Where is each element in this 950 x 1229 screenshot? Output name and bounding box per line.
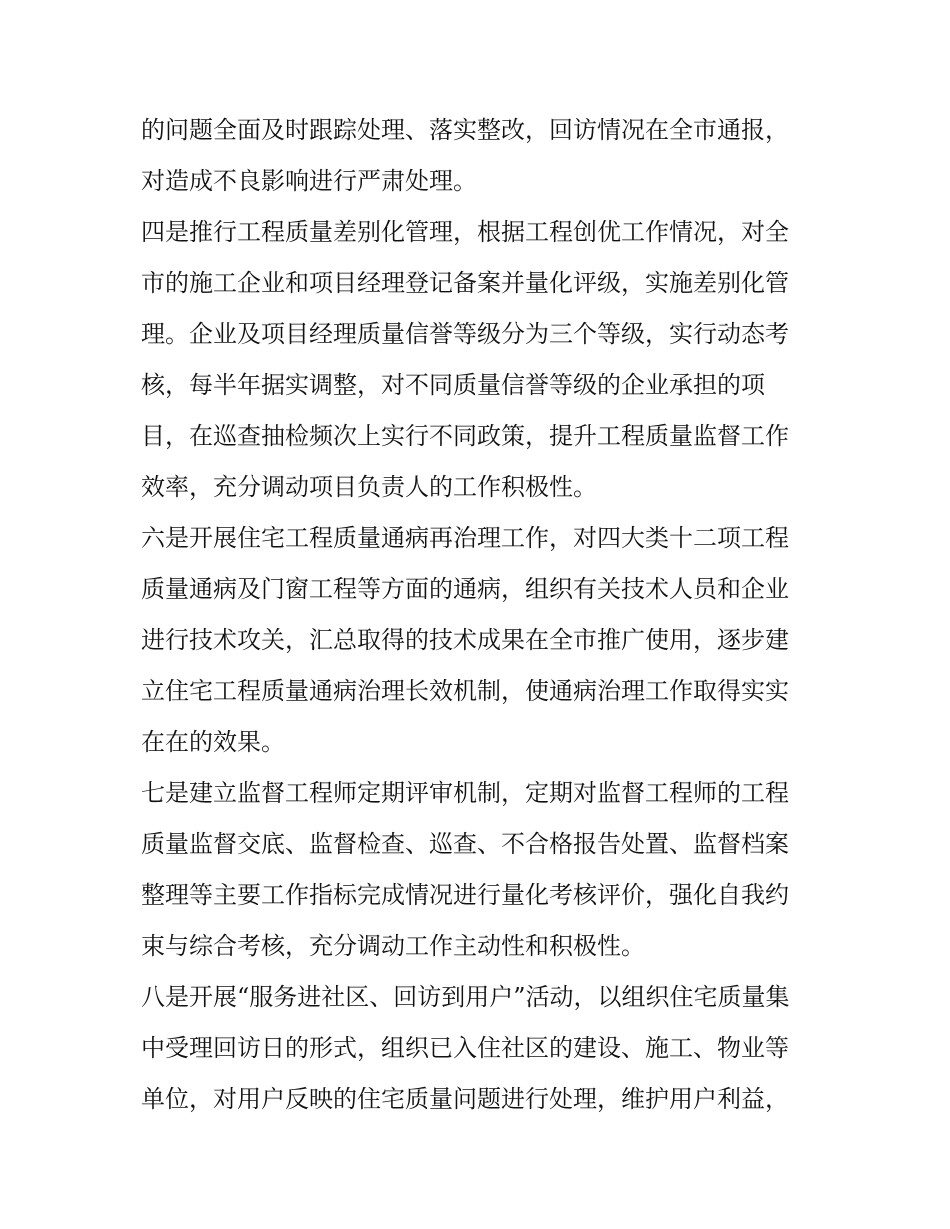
text-line: 束与综合考核，充分调动工作主动性和积极性。 [141, 932, 645, 960]
text-line: 核，每半年据实调整，对不同质量信誉等级的企业承担的项 [141, 371, 765, 399]
text-line: 立住宅工程质量通病治理长效机制，使通病治理工作取得实实 [141, 677, 789, 705]
text-line: 七是建立监督工程师定期评审机制，定期对监督工程师的工程 [141, 779, 789, 807]
body-text [141, 105, 821, 1125]
text-line: 质量监督交底、监督检查、巡查、不合格报告处置、监督档案 [141, 830, 789, 858]
text-line: 八是开展“服务进社区、回访到用户”活动，以组织住宅质量集 [141, 983, 790, 1011]
text-line: 单位，对用户反映的住宅质量问题进行处理，维护用户利益， [141, 1085, 789, 1113]
text-line: 理。企业及项目经理质量信誉等级分为三个等级，实行动态考 [141, 320, 789, 348]
text-line: 中受理回访日的形式，组织已入住社区的建设、施工、物业等 [141, 1034, 789, 1062]
text-line: 的问题全面及时跟踪处理、落实整改，回访情况在全市通报， [141, 116, 789, 144]
text-line: 质量通病及门窗工程等方面的通病，组织有关技术人员和企业 [141, 575, 789, 603]
text-line: 四是推行工程质量差别化管理，根据工程创优工作情况，对全 [141, 218, 789, 246]
text-line: 六是开展住宅工程质量通病再治理工作，对四大类十二项工程 [141, 524, 789, 552]
text-line: 效率，充分调动项目负责人的工作积极性。 [141, 473, 597, 501]
text-line: 整理等主要工作指标完成情况进行量化考核评价，强化自我约 [141, 881, 789, 909]
text-line: 进行技术攻关，汇总取得的技术成果在全市推广使用，逐步建 [141, 626, 789, 654]
text-line: 目，在巡查抽检频次上实行不同政策，提升工程质量监督工作 [141, 422, 789, 450]
text-line: 市的施工企业和项目经理登记备案并量化评级，实施差别化管 [141, 269, 789, 297]
text-line: 对造成不良影响进行严肃处理。 [141, 167, 477, 195]
text-line: 在在的效果。 [141, 728, 285, 756]
